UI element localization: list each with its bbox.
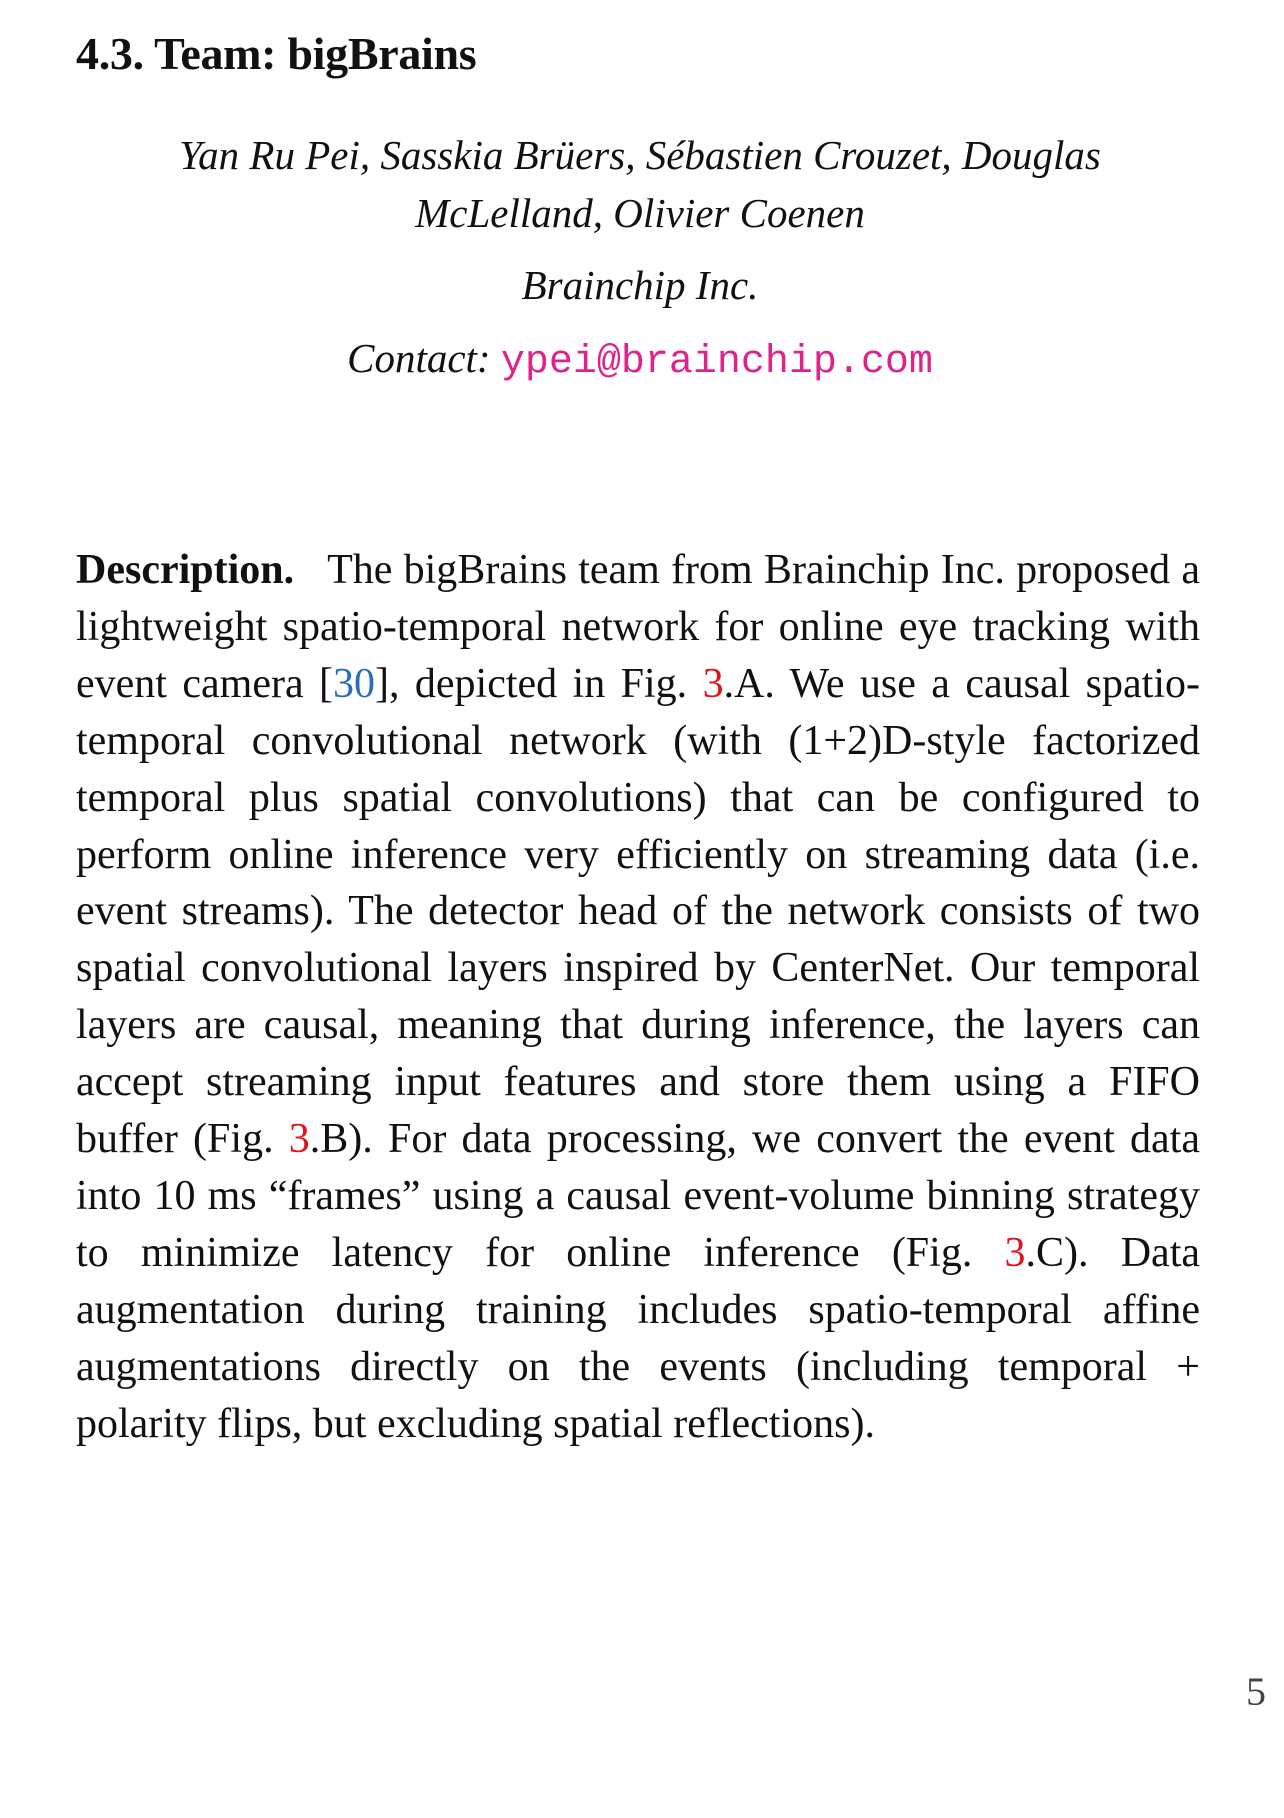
description-text-1: The bigBrains team from Brainchip Inc. proposed a lightweight spatio-temporal network for online eye tracking with event camera [ — [76, 547, 1200, 707]
citation-link[interactable]: 30 — [332, 660, 375, 707]
figure-ref-link[interactable]: 3 — [702, 660, 724, 707]
author-line-1: Yan Ru Pei, Sasskia Brüers, Sébastien Crouzet, Douglas — [179, 132, 1101, 178]
description-paragraph — [76, 542, 1200, 1453]
figure-ref-link[interactable]: 3 — [1004, 1229, 1026, 1276]
figure-ref-link[interactable]: 3 — [288, 1116, 310, 1163]
page-number: 5 — [1246, 1669, 1266, 1714]
description-text-4: .B). For data processing, we convert the event data into 10 ms “frames” using a causal event-volume binning strategy to minimize latency for online inference (Fig. — [76, 1116, 1200, 1276]
description-text-3: .A. We use a causal spatio-temporal convolutional network (with (1+2)D-style factorized temporal plus spatial convolutions) that can be configured to perform online inference very efficiently on streaming data (i.e. event streams). The detector head of the network consists of two spatial convolutional layers inspired by CenterNet. Our temporal layers are causal, meaning that during inference, the layers can accept streaming input features and store them using a FIFO buffer (Fig. — [76, 660, 1200, 1163]
contact-line — [76, 330, 1204, 391]
author-line-2: McLelland, Olivier Coenen — [415, 190, 865, 236]
author-list — [76, 126, 1204, 242]
contact-email-link[interactable]: ypei@brainchip.com — [500, 340, 933, 385]
description-run-head: Description. — [76, 547, 295, 593]
description-text-5: .C). Data augmentation during training includes spatio-temporal affine augmentations directly on the events (including temporal + polarity flips, but excluding spatial reflections). — [76, 1229, 1200, 1447]
contact-label: Contact: — [347, 335, 491, 381]
section-title: 4.3. Team: bigBrains — [76, 28, 477, 79]
affiliation: Brainchip Inc. — [521, 262, 759, 308]
description-text-2: ], depicted in Fig. — [374, 660, 703, 707]
